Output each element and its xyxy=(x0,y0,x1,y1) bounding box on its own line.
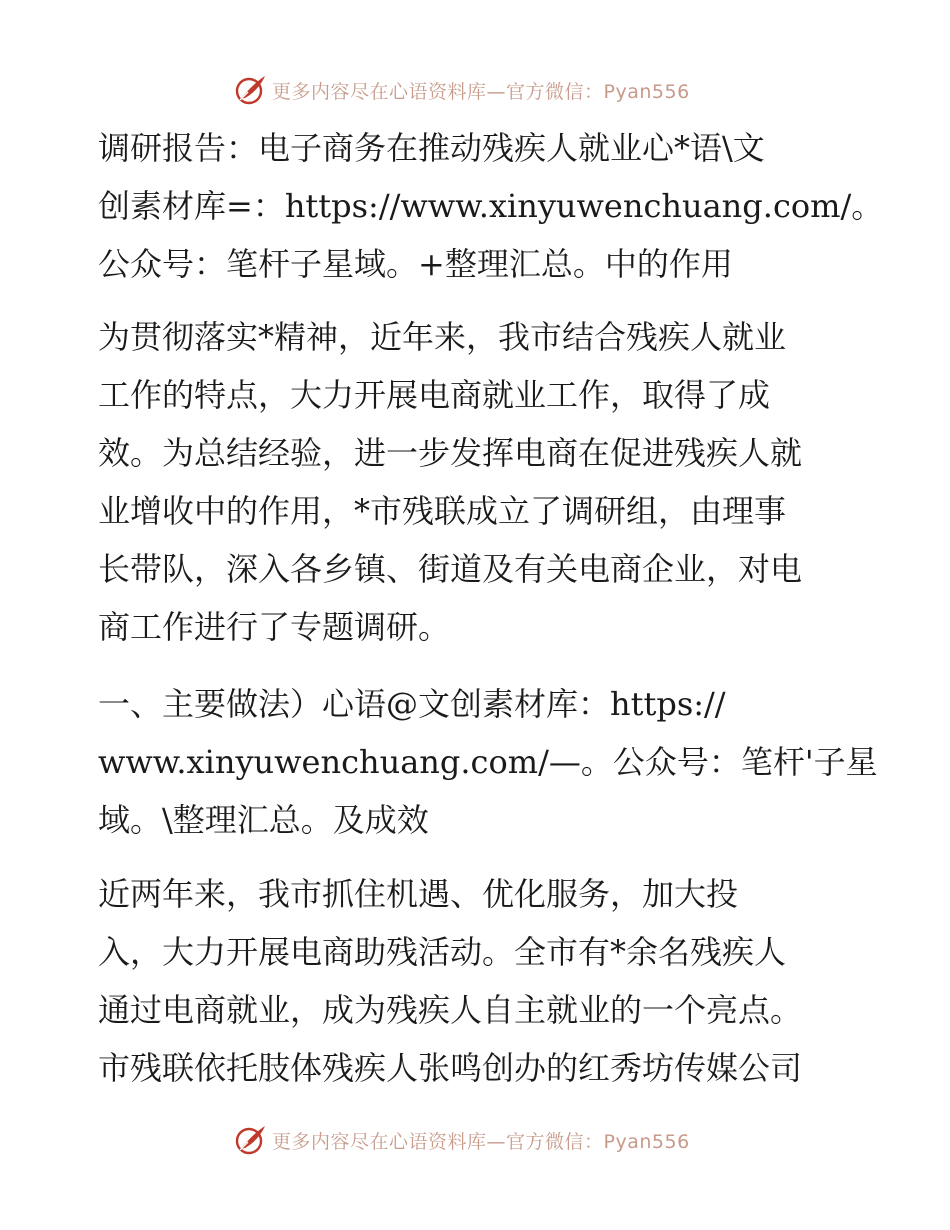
text-line: 效。为总结经验，进一步发挥电商在促进残疾人就 xyxy=(98,434,803,472)
text-line: 入，大力开展电商助残活动。全市有*余名残疾人 xyxy=(98,933,787,971)
text-line: 工作的特点，大力开展电商就业工作，取得了成 xyxy=(98,376,771,414)
header-watermark xyxy=(0,70,950,110)
wechat-id: Pyan556 xyxy=(603,80,690,103)
text-line: 商工作进行了专题调研。 xyxy=(98,608,451,646)
text-line: 市残联依托肢体残疾人张鸣创办的红秀坊传媒公司 xyxy=(98,1049,803,1087)
feather-pen-logo-icon xyxy=(234,1123,268,1157)
text-line: 调研报告：电子商务在推动残疾人就业心*语\文 xyxy=(98,129,765,167)
text-line: 公众号：笔杆子星域。+整理汇总。中的作用 xyxy=(98,245,733,283)
text-line: 一、主要做法）心语@文创素材库：https:// xyxy=(98,685,726,723)
text-line: 为贯彻落实*精神，近年来，我市结合残疾人就业 xyxy=(98,318,787,356)
footer-watermark xyxy=(0,1120,950,1160)
watermark-text: 更多内容尽在心语资料库—官方微信：Pyan556 xyxy=(272,1130,690,1153)
text-line: 通过电商就业，成为残疾人自主就业的一个亮点。 xyxy=(98,991,803,1029)
text-line: 域。\整理汇总。及成效 xyxy=(98,801,429,839)
text-line: 创素材库=：https://www.xinyuwenchuang.com/。 xyxy=(98,187,884,225)
watermark-text: 更多内容尽在心语资料库—官方微信：Pyan556 xyxy=(272,80,690,103)
text-line: 业增收中的作用，*市残联成立了调研组，由理事 xyxy=(98,492,787,530)
text-line: 近两年来，我市抓住机遇、优化服务，加大投 xyxy=(98,875,739,913)
text-line: 长带队，深入各乡镇、街道及有关电商企业，对电 xyxy=(98,550,803,588)
wechat-id: Pyan556 xyxy=(603,1130,690,1153)
text-line: www.xinyuwenchuang.com/—。公众号：笔杆'子星 xyxy=(98,743,878,781)
feather-pen-logo-icon xyxy=(234,73,268,107)
